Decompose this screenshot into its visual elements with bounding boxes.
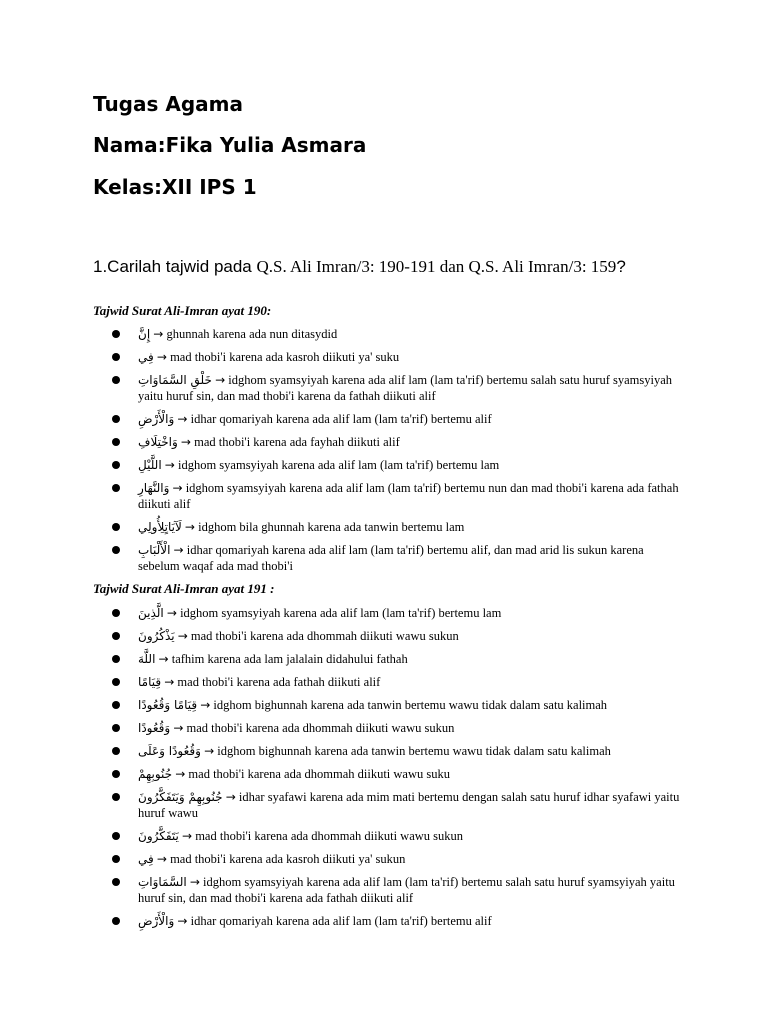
tajwid-explanation: mad thobi'i karena ada dhommah diikuti wawu sukun xyxy=(186,721,455,735)
bullet-icon xyxy=(112,438,120,446)
tajwid-explanation: idhar qomariyah karena ada alif lam (lam ta'rif) bertemu alif xyxy=(190,914,492,928)
tajwid-item xyxy=(112,349,682,365)
tajwid-item xyxy=(112,651,682,667)
arrow-icon: → xyxy=(166,606,177,620)
arabic-word: قِيَامًا وَقُعُودًا xyxy=(138,698,198,712)
arabic-word: وَقُعُودًا وَعَلَى xyxy=(138,744,201,758)
arrow-icon: → xyxy=(177,914,188,928)
student-name: Nama:Fika Yulia Asmara xyxy=(93,133,367,157)
arrow-icon: → xyxy=(173,543,184,557)
question-suffix: ? xyxy=(616,257,626,276)
tajwid-item xyxy=(112,434,682,450)
tajwid-explanation: idghom syamsyiyah karena ada alif lam (lam ta'rif) bertemu salah satu huruf syamsyiyah yaitu huruf sin, dan mad thobi'i karena ada fathah diikuti alif xyxy=(138,875,675,905)
tajwid-explanation: mad thobi'i karena ada kasroh diikuti ya' sukun xyxy=(170,852,406,866)
arrow-icon: → xyxy=(204,744,215,758)
bullet-icon xyxy=(112,832,120,840)
arrow-icon: → xyxy=(215,373,226,387)
tajwid-list-191 xyxy=(112,605,682,936)
question-prefix: 1.Carilah tajwid pada xyxy=(93,257,257,276)
arrow-icon: → xyxy=(182,829,193,843)
tajwid-item xyxy=(112,720,682,736)
tajwid-explanation: mad thobi'i karena ada dhommah diikuti wawu suku xyxy=(188,767,450,781)
arrow-icon: → xyxy=(153,327,164,341)
arrow-icon: → xyxy=(177,629,188,643)
bullet-icon xyxy=(112,330,120,338)
tajwid-explanation: idghom syamsyiyah karena ada alif lam (lam ta'rif) bertemu salah satu huruf syamsyiyah yaitu huruf sin, dan mad thobi'i karena da fathah diikuti alif xyxy=(138,373,673,403)
arabic-word: يَتَفَكَّرُونَ xyxy=(138,829,179,843)
tajwid-item xyxy=(112,789,682,821)
arabic-word: جُنُوبِهِمْ xyxy=(138,767,173,781)
bullet-icon xyxy=(112,523,120,531)
tajwid-item xyxy=(112,457,682,473)
tajwid-explanation: idhar qomariyah karena ada alif lam (lam ta'rif) bertemu alif xyxy=(190,412,492,426)
tajwid-item xyxy=(112,743,682,759)
arabic-word: وَالْأَرْضِ xyxy=(138,412,175,426)
tajwid-explanation: idhar qomariyah karena ada alif lam (lam ta'rif) bertemu alif, dan mad arid lis sukun karena sebelum waqaf ada mad thobi'i xyxy=(138,543,644,573)
bullet-icon xyxy=(112,655,120,663)
question-heading xyxy=(93,256,693,277)
tajwid-explanation: mad thobi'i karena ada dhommah diikuti wawu sukun xyxy=(190,629,459,643)
arabic-word: الَّذِينَ xyxy=(138,606,164,620)
tajwid-item xyxy=(112,828,682,844)
tajwid-item xyxy=(112,542,682,574)
tajwid-item xyxy=(112,697,682,713)
tajwid-explanation: idghom bighunnah karena ada tanwin bertemu wawu tidak dalam satu kalimah xyxy=(213,698,608,712)
arabic-word: اللَّهَ xyxy=(138,652,156,666)
arrow-icon: → xyxy=(184,520,195,534)
bullet-icon xyxy=(112,461,120,469)
bullet-icon xyxy=(112,678,120,686)
arabic-word: وَقُعُودًا xyxy=(138,721,171,735)
tajwid-explanation: ghunnah karena ada nun ditasydid xyxy=(166,327,338,341)
bullet-icon xyxy=(112,747,120,755)
tajwid-item xyxy=(112,628,682,644)
tajwid-explanation: idghom syamsyiyah karena ada alif lam (lam ta'rif) bertemu lam xyxy=(177,458,500,472)
bullet-icon xyxy=(112,878,120,886)
bullet-icon xyxy=(112,793,120,801)
bullet-icon xyxy=(112,770,120,778)
tajwid-item xyxy=(112,605,682,621)
question-surah-ref: Q.S. Ali Imran/3: 190-191 dan Q.S. Ali Imran/3: 159 xyxy=(256,257,617,276)
arrow-icon: → xyxy=(156,350,167,364)
tajwid-item xyxy=(112,874,682,906)
tajwid-explanation: idghom bighunnah karena ada tanwin bertemu wawu tidak dalam satu kalimah xyxy=(217,744,611,758)
arabic-word: خَلْقِ السَّمَاوَاتِ xyxy=(138,373,212,387)
tajwid-item xyxy=(112,519,682,535)
tajwid-explanation: mad thobi'i karena ada dhommah diikuti wawu sukun xyxy=(195,829,464,843)
arabic-word: إِنَّ xyxy=(138,327,151,341)
arabic-word: وَالنَّهَارِ xyxy=(138,481,170,495)
bullet-icon xyxy=(112,609,120,617)
bullet-icon xyxy=(112,724,120,732)
section-190-title: Tajwid Surat Ali-Imran ayat 190: xyxy=(93,303,272,318)
arrow-icon: → xyxy=(173,721,184,735)
arabic-word: فِي xyxy=(138,852,154,866)
tajwid-item xyxy=(112,326,682,342)
arrow-icon: → xyxy=(180,435,191,449)
arrow-icon: → xyxy=(200,698,211,712)
tajwid-item xyxy=(112,480,682,512)
arrow-icon: → xyxy=(177,412,188,426)
bullet-icon xyxy=(112,917,120,925)
tajwid-explanation: idghom syamsyiyah karena ada alif lam (lam ta'rif) bertemu nun dan mad thobi'i karena ada fathah diikuti alif xyxy=(138,481,679,511)
arabic-word: فِي xyxy=(138,350,154,364)
bullet-icon xyxy=(112,353,120,361)
arrow-icon: → xyxy=(164,458,175,472)
arrow-icon: → xyxy=(172,481,183,495)
arrow-icon: → xyxy=(189,875,200,889)
arabic-word: الْأَلْبَابِ xyxy=(138,543,171,557)
arrow-icon: → xyxy=(164,675,175,689)
tajwid-explanation: mad thobi'i karena ada fathah diikuti alif xyxy=(177,675,381,689)
tajwid-explanation: idhar syafawi karena ada mim mati bertemu dengan salah satu huruf idhar syafawi yaitu huruf wawu xyxy=(138,790,680,820)
bullet-icon xyxy=(112,484,120,492)
arabic-word: جُنُوبِهِمْ وَيَتَفَكَّرُونَ xyxy=(138,790,223,804)
arabic-word: وَالْأَرْضِ xyxy=(138,914,175,928)
arrow-icon: → xyxy=(156,852,167,866)
bullet-icon xyxy=(112,546,120,554)
arabic-word: لَآيَاتٍلِأُولِي xyxy=(138,520,182,534)
tajwid-item xyxy=(112,411,682,427)
bullet-icon xyxy=(112,855,120,863)
section-191-title: Tajwid Surat Ali-Imran ayat 191 : xyxy=(93,581,275,596)
bullet-icon xyxy=(112,701,120,709)
tajwid-explanation: tafhim karena ada lam jalalain didahului fathah xyxy=(171,652,408,666)
document-title: Tugas Agama xyxy=(93,92,243,116)
arrow-icon: → xyxy=(175,767,186,781)
tajwid-explanation: idghom bila ghunnah karena ada tanwin bertemu lam xyxy=(198,520,465,534)
bullet-icon xyxy=(112,376,120,384)
arabic-word: وَاخْتِلَافِ xyxy=(138,435,178,449)
tajwid-list-190 xyxy=(112,326,682,581)
tajwid-item xyxy=(112,372,682,404)
bullet-icon xyxy=(112,632,120,640)
arabic-word: اللَّيْلِ xyxy=(138,458,162,472)
bullet-icon xyxy=(112,415,120,423)
tajwid-item xyxy=(112,913,682,929)
tajwid-explanation: mad thobi'i karena ada fayhah diikuti alif xyxy=(194,435,400,449)
tajwid-item xyxy=(112,766,682,782)
student-class: Kelas:XII IPS 1 xyxy=(93,175,257,199)
tajwid-explanation: mad thobi'i karena ada kasroh diikuti ya' suku xyxy=(170,350,400,364)
tajwid-item xyxy=(112,851,682,867)
arabic-word: السَّمَاوَاتِ xyxy=(138,875,187,889)
arabic-word: قِيَامًا xyxy=(138,675,162,689)
tajwid-item xyxy=(112,674,682,690)
arabic-word: يَذْكُرُونَ xyxy=(138,629,175,643)
arrow-icon: → xyxy=(225,790,236,804)
arrow-icon: → xyxy=(158,652,169,666)
tajwid-explanation: idghom syamsyiyah karena ada alif lam (lam ta'rif) bertemu lam xyxy=(180,606,502,620)
